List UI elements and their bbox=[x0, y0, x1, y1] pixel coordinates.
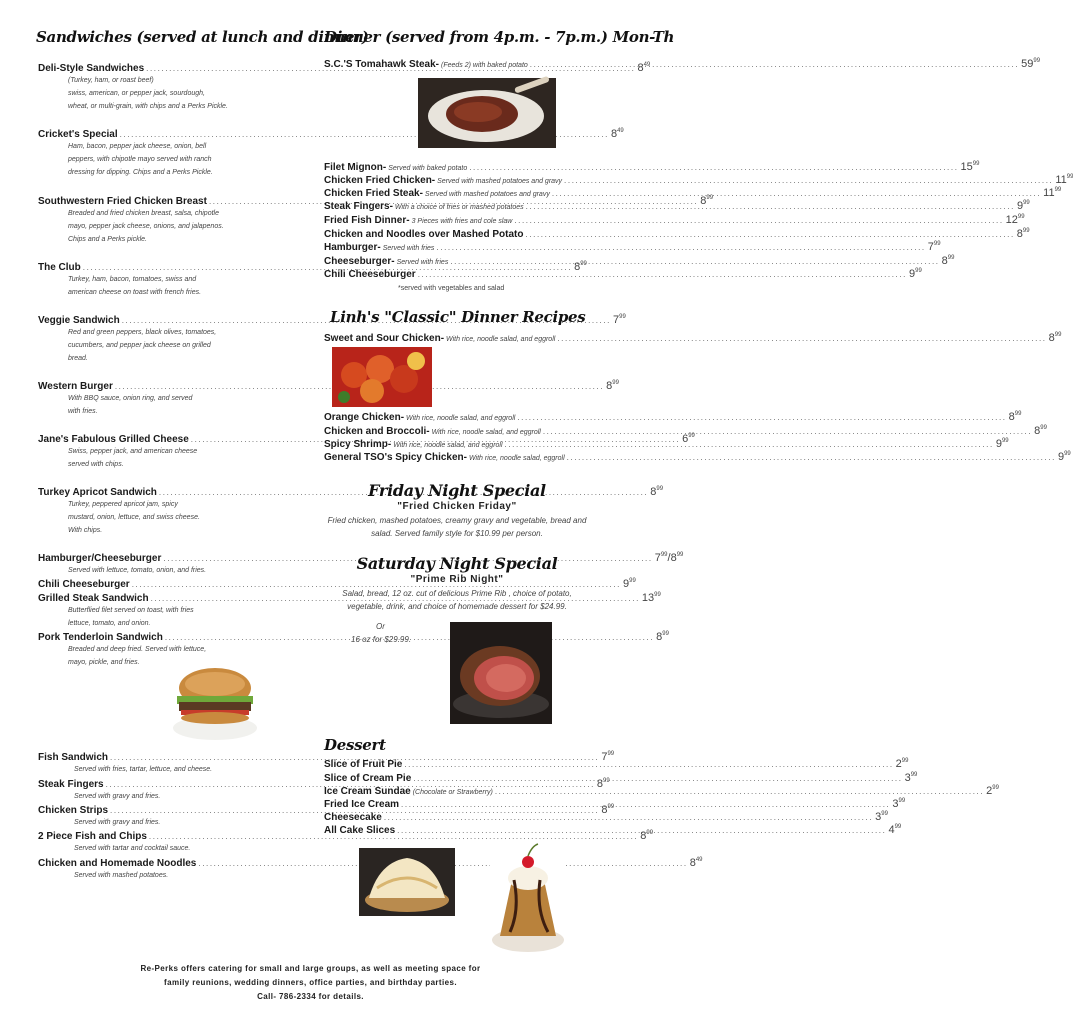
item-name: Fish Sandwich bbox=[38, 752, 109, 763]
item-price: $8^{99}$ bbox=[1048, 332, 1062, 344]
burger-photo bbox=[171, 658, 259, 744]
leader-dots bbox=[469, 163, 958, 172]
item-price: $8^{99}$ bbox=[574, 261, 587, 273]
item-price: $7^{99}/8^{99}$ bbox=[654, 552, 684, 564]
item-inline-description: Served with mashed potatoes and gravy bbox=[424, 191, 550, 198]
item-description: With BBQ sauce, onion ring, and served with fries. bbox=[68, 395, 193, 415]
item-price: $15^{99}$ bbox=[960, 161, 980, 173]
saturday-body-1: Salad, bread, 12 oz. cut of delicious Prime Rib , choice of potato, bbox=[342, 589, 572, 598]
item-name: Pork Tenderloin Sandwich bbox=[38, 632, 163, 643]
item-description: Turkey, ham, bacon, tomatoes, swiss and american cheese on toast with french fries. bbox=[68, 276, 202, 296]
item-inline-description: Served with fries bbox=[382, 245, 435, 252]
item-price: $8^{49}$ bbox=[689, 857, 703, 869]
friday-title: Friday Night Special bbox=[368, 481, 546, 500]
item-description: Served with mashed potatoes. bbox=[74, 872, 169, 879]
item-description: (Turkey, ham, or roast beef) swiss, american, or pepper jack, sourdough, wheat, or multi-grain, with chips and a Perks Pickle. bbox=[68, 77, 228, 110]
item-inline-description: With rice, noodle salad, and eggroll bbox=[406, 415, 516, 422]
item-description: Breaded and fried chicken breast, salsa, chipotle mayo, pepper jack cheese, onions, and jalapenos. Chips and a Perks pickle. bbox=[68, 210, 224, 243]
item-name: Chicken Fried Chicken- bbox=[324, 175, 436, 186]
item-description: Served with fries, tartar, lettuce, and cheese. bbox=[74, 766, 213, 773]
leader-dots bbox=[514, 216, 1003, 225]
item-price: $3^{99}$ bbox=[904, 772, 918, 784]
item-inline-description: With rice, noodle salad, eggroll bbox=[468, 455, 565, 462]
item-inline-description: (Chocolate or Strawberry) bbox=[412, 789, 493, 796]
menu-item bbox=[324, 161, 980, 173]
item-price: $11^{99}$ bbox=[1055, 174, 1073, 186]
item-description: Served with gravy and fries. bbox=[74, 819, 161, 826]
leader-dots bbox=[530, 60, 1019, 69]
item-inline-description: With rice, noodle salad, and eggroll bbox=[393, 442, 503, 449]
menu-item bbox=[324, 785, 999, 797]
menu-item bbox=[324, 332, 1062, 344]
item-price: $8^{99}$ bbox=[700, 195, 714, 207]
item-price: $9^{99}$ bbox=[995, 438, 1009, 450]
item-description: Breaded and deep fried. Served with lettuce, mayo, pickle, and fries. bbox=[68, 646, 207, 666]
item-price: $8^{99}$ bbox=[601, 804, 615, 816]
footer-line-3: Call- 786-2334 for details. bbox=[257, 992, 364, 1001]
tomahawk-steak-photo bbox=[418, 78, 556, 148]
item-name: 2 Piece Fish and Chips bbox=[38, 831, 147, 842]
item-price: $8^{99}$ bbox=[1008, 411, 1022, 423]
item-name: Chicken and Homemade Noodles bbox=[38, 858, 197, 869]
dinner-title: Dinner (served from 4p.m. - 7p.m.) Mon-Th bbox=[324, 28, 675, 46]
item-inline-description: (Feeds 2) with baked potato bbox=[441, 62, 528, 69]
item-price: $8^{49}$ bbox=[610, 128, 624, 140]
saturday-or: Or bbox=[376, 622, 385, 631]
item-price: $3^{99}$ bbox=[875, 811, 888, 823]
item-description: Butterflied filet served on toast, with fries lettuce, tomato, and onion. bbox=[68, 607, 194, 627]
friday-body-1: Fried chicken, mashed potatoes, creamy gravy and vegetable, bread and bbox=[327, 516, 587, 525]
item-price: $7^{99}$ bbox=[927, 241, 941, 253]
item-inline-description: Served with baked potato bbox=[388, 165, 468, 172]
item-price: $2^{99}$ bbox=[986, 785, 999, 797]
leader-dots bbox=[543, 427, 1032, 436]
friday-special bbox=[324, 481, 590, 540]
dessert-title: Dessert bbox=[324, 736, 386, 754]
item-description: Ham, bacon, pepper jack cheese, onion, bell peppers, with chipotle mayo served with ranch dressing for dipping. Chips and a Perks Pickle. bbox=[68, 143, 213, 176]
item-description: Served with tartar and cocktail sauce. bbox=[74, 845, 191, 852]
saturday-body-2: vegetable, drink, and choice of homemade dessert for $24.99. bbox=[347, 602, 567, 611]
saturday-alt: 16 oz for $29.99. bbox=[351, 635, 412, 644]
item-inline-description: Served with fries bbox=[396, 259, 449, 266]
item-name: Cheeseburger- bbox=[324, 256, 395, 267]
item-price: $59^{99}$ bbox=[1021, 58, 1041, 70]
item-name: Deli-Style Sandwiches bbox=[38, 63, 145, 74]
item-description: Served with gravy and fries. bbox=[74, 793, 161, 800]
item-price: $7^{99}$ bbox=[613, 314, 626, 326]
item-price: $3^{99}$ bbox=[892, 798, 906, 810]
item-price: $8^{99}$ bbox=[1034, 425, 1047, 437]
catering-footer bbox=[0, 962, 621, 1004]
leader-dots bbox=[525, 230, 1014, 239]
item-description: Swiss, pepper jack, and american cheese served with chips. bbox=[68, 448, 198, 468]
item-price: $8^{99}$ bbox=[656, 631, 669, 643]
item-price: $2^{99}$ bbox=[895, 758, 909, 770]
item-name: Grilled Steak Sandwich bbox=[38, 593, 149, 604]
item-inline-description: With rice, noodle salad, and eggroll bbox=[446, 336, 556, 343]
item-name: Spicy Shrimp- bbox=[324, 439, 392, 450]
item-price: $9^{99}$ bbox=[1057, 451, 1071, 463]
leader-dots bbox=[495, 787, 984, 796]
item-price: $13^{99}$ bbox=[641, 592, 661, 604]
item-price: $8^{99}$ bbox=[606, 380, 619, 392]
item-name: Slice of Fruit Pie bbox=[324, 759, 403, 770]
item-name: Chili Cheeseburger bbox=[324, 269, 416, 280]
item-name: S.C.'S Tomahawk Steak- bbox=[324, 59, 440, 70]
item-name: Fried Fish Dinner- bbox=[324, 215, 410, 226]
leader-dots bbox=[564, 176, 1053, 185]
item-name: Chicken Fried Steak- bbox=[324, 188, 423, 199]
item-price: $11^{99}$ bbox=[1043, 187, 1062, 199]
item-name: Steak Fingers- bbox=[324, 201, 393, 212]
leader-dots bbox=[436, 243, 925, 252]
leader-dots bbox=[401, 800, 890, 809]
item-price: $9^{99}$ bbox=[909, 268, 922, 280]
friday-body-2: salad. Served family style for $10.99 per person. bbox=[371, 529, 543, 538]
item-name: All Cake Slices bbox=[324, 825, 396, 836]
leader-dots bbox=[450, 257, 939, 266]
saturday-special bbox=[324, 554, 590, 613]
footer-line-1: Re-Perks offers catering for small and large groups, as well as meeting space for bbox=[140, 964, 481, 973]
item-name: General TSO's Spicy Chicken- bbox=[324, 452, 467, 463]
item-price: $8^{99}$ bbox=[650, 486, 664, 498]
menu-item bbox=[324, 811, 888, 823]
item-name: Cricket's Special bbox=[38, 129, 118, 140]
footer-line-2: family reunions, wedding dinners, office parties, and birthday parties. bbox=[164, 978, 457, 987]
item-price: $7^{99}$ bbox=[601, 751, 615, 763]
leader-dots bbox=[567, 453, 1056, 462]
menu-item bbox=[324, 255, 955, 267]
item-name: Chicken and Broccoli- bbox=[324, 426, 430, 437]
item-name: Steak Fingers bbox=[38, 779, 104, 790]
menu-item bbox=[324, 451, 1071, 463]
item-price: $8^{99}$ bbox=[1016, 228, 1030, 240]
saturday-subtitle: "Prime Rib Night" bbox=[410, 574, 504, 585]
item-name: Chili Cheeseburger bbox=[38, 579, 130, 590]
menu-item bbox=[324, 228, 1030, 240]
leader-dots bbox=[404, 760, 893, 769]
item-name: Turkey Apricot Sandwich bbox=[38, 487, 157, 498]
item-inline-description: Served with mashed potatoes and gravy bbox=[437, 178, 563, 185]
item-price: $12^{99}$ bbox=[1005, 214, 1025, 226]
leader-dots bbox=[413, 774, 902, 783]
sweet-sour-chicken-photo bbox=[332, 347, 432, 407]
item-description: Turkey, peppered apricot jam, spicy mustard, onion, lettuce, and swiss cheese. With chips. bbox=[68, 501, 200, 534]
item-description: Red and green peppers, black olives, tomatoes, cucumbers, and pepper jack cheese on grilled bread. bbox=[68, 329, 217, 362]
prime-rib-photo bbox=[450, 622, 552, 724]
leader-dots bbox=[517, 413, 1006, 422]
item-name: Chicken Strips bbox=[38, 805, 109, 816]
menu-item bbox=[324, 758, 909, 770]
item-price: $9^{99}$ bbox=[1016, 200, 1030, 212]
item-price: $4^{99}$ bbox=[888, 824, 902, 836]
item-name: Slice of Cream Pie bbox=[324, 773, 412, 784]
item-name: Cheesecake bbox=[324, 812, 382, 823]
menu-item bbox=[324, 268, 922, 280]
saturday-title: Saturday Night Special bbox=[356, 554, 558, 573]
item-inline-description: With rice, noodle salad, and eggroll bbox=[431, 429, 541, 436]
leader-dots bbox=[552, 189, 1041, 198]
menu-item bbox=[324, 411, 1022, 423]
menu-item bbox=[324, 174, 1073, 186]
item-price: $8^{49}$ bbox=[637, 62, 651, 74]
item-name: Hamburger/Cheeseburger bbox=[38, 553, 162, 564]
item-name: Hamburger- bbox=[324, 242, 381, 253]
leader-dots bbox=[526, 202, 1015, 211]
item-name: Ice Cream Sundae bbox=[324, 786, 411, 797]
item-name: Western Burger bbox=[38, 381, 113, 392]
menu-item bbox=[324, 214, 1025, 226]
item-name: Chicken and Noodles over Mashed Potato bbox=[324, 229, 524, 240]
menu-item bbox=[324, 187, 1062, 199]
item-name: Fried Ice Cream bbox=[324, 799, 400, 810]
item-name: Orange Chicken- bbox=[324, 412, 405, 423]
item-name: Southwestern Fried Chicken Breast bbox=[38, 196, 207, 207]
item-price: $8^{99}$ bbox=[640, 830, 654, 842]
leader-dots bbox=[397, 826, 886, 835]
item-name: The Club bbox=[38, 262, 81, 273]
item-price: $6^{99}$ bbox=[682, 433, 695, 445]
fried-ice-cream-photo bbox=[490, 840, 566, 954]
item-price: $8^{99}$ bbox=[596, 778, 610, 790]
leader-dots bbox=[384, 813, 873, 822]
item-name: Veggie Sandwich bbox=[38, 315, 120, 326]
item-description: Served with lettuce, tomato, onion, and fries. bbox=[68, 567, 207, 574]
item-inline-description: 3 Pieces with fries and cole slaw bbox=[411, 218, 513, 225]
item-inline-description: With a choice of fries or mashed potatoes bbox=[394, 204, 524, 211]
sandwiches-title: Sandwiches (served at lunch and dinner) bbox=[36, 28, 369, 46]
item-name: Jane's Fabulous Grilled Cheese bbox=[38, 434, 189, 445]
cream-pie-photo bbox=[359, 848, 455, 916]
leader-dots bbox=[557, 334, 1046, 343]
leader-dots bbox=[505, 440, 994, 449]
item-name: Filet Mignon- bbox=[324, 162, 387, 173]
linh-title: Linh's "Classic" Dinner Recipes bbox=[330, 308, 586, 326]
dinner-note: *served with vegetables and salad bbox=[398, 285, 505, 292]
item-price: $9^{99}$ bbox=[623, 578, 636, 590]
friday-subtitle: "Fried Chicken Friday" bbox=[397, 501, 517, 512]
item-name: Sweet and Sour Chicken- bbox=[324, 333, 445, 344]
menu-item bbox=[324, 425, 1047, 437]
menu-item bbox=[324, 241, 941, 253]
leader-dots bbox=[418, 270, 907, 279]
item-price: $8^{99}$ bbox=[941, 255, 955, 267]
menu-item bbox=[38, 857, 703, 882]
